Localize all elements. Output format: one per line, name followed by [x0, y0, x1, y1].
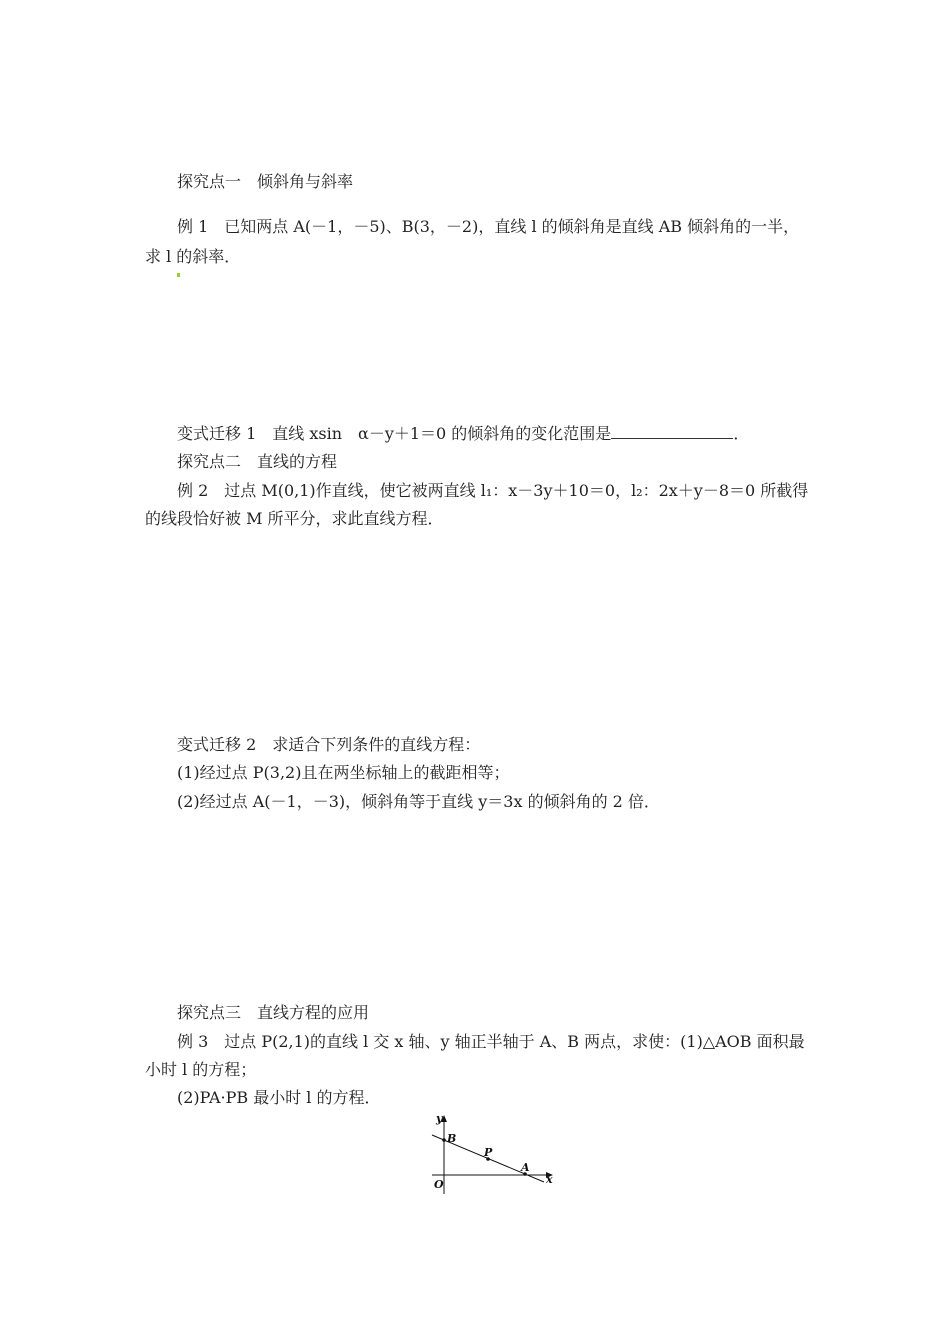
example3-line1: 例 3 过点 P(2,1)的直线 l 交 x 轴、y 轴正半轴于 A、B 两点，求使：(1)△AOB 面积最: [177, 1032, 805, 1051]
section1-title: 探究点一 倾斜角与斜率: [177, 172, 354, 191]
example2-line1: 例 2 过点 M(0,1)作直线，使它被两直线 l₁：x－3y＋10＝0，l₂：2x＋y－8＝0 所截得: [177, 481, 809, 500]
coordinate-figure: [420, 1108, 570, 1198]
example2-line2: 的线段恰好被 M 所平分，求此直线方程．: [145, 509, 444, 528]
point-p-label: P: [484, 1146, 493, 1159]
point-b-marker: [442, 1138, 446, 1142]
example1-line1: 例 1 已知两点 A(－1，－5)、B(3，－2)，直线 l 的倾斜角是直线 AB 倾斜角的一半，: [177, 217, 800, 236]
variant2-question1: (1)经过点 P(3,2)且在两坐标轴上的截距相等；: [177, 763, 510, 782]
point-b-label: B: [447, 1132, 457, 1145]
section2-title: 探究点二 直线的方程: [177, 452, 338, 471]
variant1-end: ．: [733, 424, 750, 443]
x-axis-label: x: [546, 1173, 553, 1186]
variant1-line: [177, 424, 749, 444]
y-axis-label: y: [436, 1112, 443, 1125]
point-a-label: A: [521, 1161, 530, 1174]
origin-label: O: [434, 1178, 444, 1191]
variant2-title: 变式迁移 2 求适合下列条件的直线方程：: [177, 735, 481, 754]
variant2-question2: (2)经过点 A(－1，－3)，倾斜角等于直线 y＝3x 的倾斜角的 2 倍．: [177, 792, 660, 811]
variant1-text: 变式迁移 1 直线 xsin α－y＋1＝0 的倾斜角的变化范围是: [177, 424, 612, 443]
section3-title: 探究点三 直线方程的应用: [177, 1003, 370, 1022]
example1-line2: 求 l 的斜率．: [145, 247, 241, 266]
answer-blank: [611, 424, 733, 439]
example3-line2: 小时 l 的方程；: [145, 1060, 257, 1079]
marker-dot: [177, 273, 180, 277]
example3-line3: (2)PA·PB 最小时 l 的方程．: [177, 1088, 381, 1107]
